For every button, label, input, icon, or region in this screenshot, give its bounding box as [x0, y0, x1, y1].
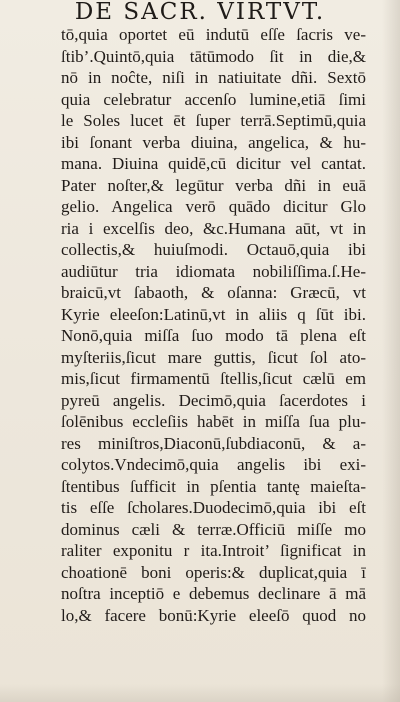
running-header: DE SACR. VIRTVT. — [74, 0, 326, 25]
text-line: Nonō,quia miſſa ſuo modo tā plena eſt — [61, 326, 366, 345]
text-line: raliter exponitu r ita.Introit’ ſignificat in — [61, 541, 366, 560]
text-line: ſolēnibus eccleſiis habēt in miſſa ſua plu- — [61, 412, 366, 431]
text-line: le Soles lucet ēt ſuper terrā.Septimū,quia — [61, 111, 366, 130]
text-line: tis eſſe ſcholares.Duodecimō,quia ibi eſt — [61, 498, 366, 517]
text-line: ſtentibus ſufficit in pſentia tantę maieſta- — [61, 476, 366, 496]
text-line: braicū,vt ſabaoth, & oſanna: Græcū, vt — [61, 283, 366, 302]
text-line: mana. Diuina quidē,cū dicitur vel cantat. — [61, 154, 366, 173]
text-line: Kyrie eleeſon:Latinū,vt in aliis q ſūt ibi. — [61, 304, 366, 324]
text-line: ibi ſonant verba diuina, angelica, & hu- — [61, 132, 366, 152]
text-line: myſteriis,ſicut mare guttis, ſicut ſol ato- — [61, 347, 366, 367]
text-line: pyreū angelis. Decimō,quia ſacerdotes i — [61, 390, 366, 410]
page-bottom-shade — [0, 684, 400, 702]
text-line: nō in noĉte, niſi in natiuitate dñi. Sextō — [61, 68, 366, 87]
text-line: collectis,& huiuſmodi. Octauō,quia ibi — [61, 240, 366, 259]
text-line: ria i excelſis deo, &c.Humana aūt, vt in — [61, 218, 366, 238]
text-line: Pater noſter,& legūtur verba dñi in euā — [61, 175, 366, 195]
text-line: tō,quia oportet eū indutū eſſe ſacris ve- — [61, 25, 366, 44]
text-line: ſtib’.Quintō,quia tātūmodo ſit in die,& — [61, 46, 366, 66]
text-line: quia celebratur accenſo lumine,etiā ſimi — [61, 89, 366, 109]
text-line: audiūtur tria idiomata nobiliſſima.ſ.He- — [61, 261, 366, 281]
text-line: mis,ſicut firmamentū ſtellis,ſicut cælū em — [61, 369, 366, 388]
text-line: gelio. Angelica verō quādo dicitur Glo — [61, 197, 366, 216]
text-line: choationē boni operis:& duplicat,quia ī — [61, 562, 366, 582]
text-line: lo,& facere bonū:Kyrie eleeſō quod no — [61, 605, 366, 625]
text-line: dominus cæli & terræ.Officiū miſſe mo — [61, 519, 366, 539]
text-line: colytos.Vndecimō,quia angelis ibi exi- — [61, 455, 366, 474]
text-line: noſtra inceptiō e debemus declinare ā mā — [61, 584, 366, 603]
text-line: res miniſtros,Diaconū,ſubdiaconū, & a- — [61, 433, 366, 453]
page-edge-shadow — [382, 0, 400, 702]
body-text-block — [61, 24, 366, 626]
